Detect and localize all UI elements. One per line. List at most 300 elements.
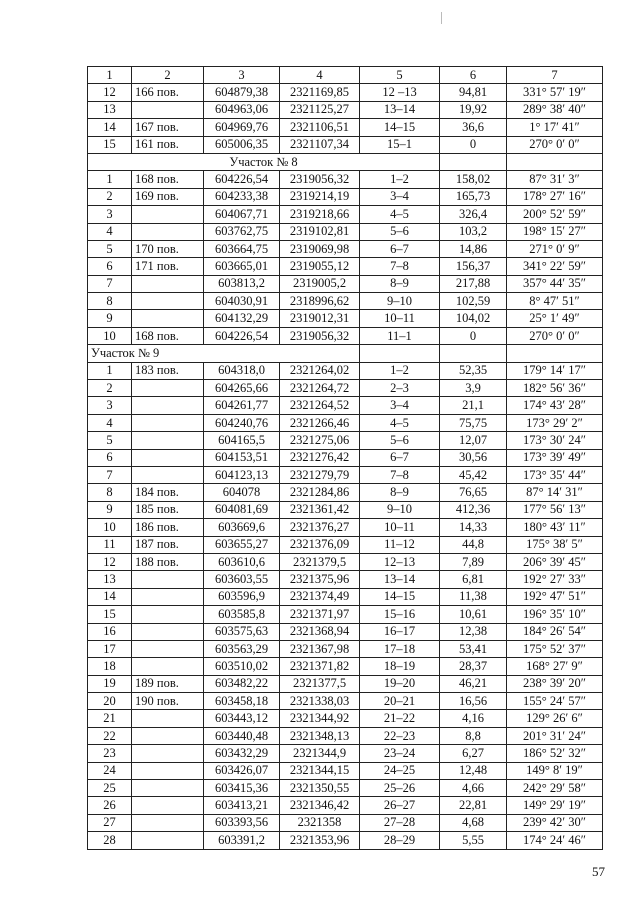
bearing-cell: 179° 14′ 17″ [507, 362, 603, 379]
point-number-cell: 17 [88, 640, 132, 657]
bearing-cell: 177° 56′ 13″ [507, 501, 603, 518]
length-cell: 7,89 [440, 553, 507, 570]
point-number-cell: 5 [88, 240, 132, 257]
point-number-cell: 12 [88, 84, 132, 101]
table-row [88, 606, 603, 623]
marker-cell: 186 пов. [132, 519, 204, 536]
empty-cell [507, 345, 603, 362]
length-cell: 19,92 [440, 101, 507, 118]
bearing-cell: 173° 29′ 2″ [507, 414, 603, 431]
bearing-cell: 87° 14′ 31″ [507, 484, 603, 501]
table-row [88, 832, 603, 849]
point-number-cell: 14 [88, 588, 132, 605]
marker-cell [132, 571, 204, 588]
bearing-cell: 192° 27′ 33″ [507, 571, 603, 588]
x-coordinate-cell: 603665,01 [204, 258, 280, 275]
point-number-cell: 14 [88, 119, 132, 136]
y-coordinate-cell: 2321279,79 [280, 466, 360, 483]
length-cell: 94,81 [440, 84, 507, 101]
length-cell: 158,02 [440, 171, 507, 188]
bearing-cell: 8° 47′ 51″ [507, 293, 603, 310]
point-number-cell: 3 [88, 206, 132, 223]
segment-cell: 4–5 [360, 414, 440, 431]
point-number-cell: 15 [88, 606, 132, 623]
point-number-cell: 5 [88, 432, 132, 449]
y-coordinate-cell: 2321371,97 [280, 606, 360, 623]
point-number-cell: 19 [88, 675, 132, 692]
x-coordinate-cell: 603563,29 [204, 640, 280, 657]
y-coordinate-cell: 2321125,27 [280, 101, 360, 118]
marker-cell [132, 832, 204, 849]
point-number-cell: 2 [88, 380, 132, 397]
y-coordinate-cell: 2321344,15 [280, 762, 360, 779]
x-coordinate-cell: 604265,66 [204, 380, 280, 397]
marker-cell [132, 640, 204, 657]
point-number-cell: 4 [88, 223, 132, 240]
header-cell: 6 [440, 67, 507, 84]
length-cell: 103,2 [440, 223, 507, 240]
marker-cell [132, 814, 204, 831]
x-coordinate-cell: 603432,29 [204, 745, 280, 762]
point-number-cell: 18 [88, 658, 132, 675]
marker-cell: 185 пов. [132, 501, 204, 518]
segment-cell: 6–7 [360, 449, 440, 466]
point-number-cell: 6 [88, 258, 132, 275]
length-cell: 36,6 [440, 119, 507, 136]
length-cell: 28,37 [440, 658, 507, 675]
y-coordinate-cell: 2321379,5 [280, 553, 360, 570]
x-coordinate-cell: 603440,48 [204, 727, 280, 744]
y-coordinate-cell: 2321264,72 [280, 380, 360, 397]
length-cell: 12,48 [440, 762, 507, 779]
segment-cell: 1–2 [360, 362, 440, 379]
bearing-cell: 149° 8′ 19″ [507, 762, 603, 779]
length-cell: 0 [440, 136, 507, 153]
point-number-cell: 16 [88, 623, 132, 640]
length-cell: 53,41 [440, 640, 507, 657]
segment-cell: 16–17 [360, 623, 440, 640]
point-number-cell: 1 [88, 171, 132, 188]
length-cell: 5,55 [440, 832, 507, 849]
y-coordinate-cell: 2319005,2 [280, 275, 360, 292]
x-coordinate-cell: 603813,2 [204, 275, 280, 292]
point-number-cell: 8 [88, 293, 132, 310]
segment-cell: 14–15 [360, 588, 440, 605]
marker-cell: 161 пов. [132, 136, 204, 153]
empty-cell [440, 153, 507, 170]
x-coordinate-cell: 603391,2 [204, 832, 280, 849]
marker-cell: 188 пов. [132, 553, 204, 570]
segment-cell: 5–6 [360, 223, 440, 240]
table-row [88, 171, 603, 188]
bearing-cell: 175° 52′ 37″ [507, 640, 603, 657]
point-number-cell: 15 [88, 136, 132, 153]
point-number-cell: 22 [88, 727, 132, 744]
empty-cell [507, 153, 603, 170]
table-row [88, 275, 603, 292]
segment-cell: 20–21 [360, 693, 440, 710]
table-row [88, 101, 603, 118]
segment-cell: 13–14 [360, 101, 440, 118]
x-coordinate-cell: 603669,6 [204, 519, 280, 536]
length-cell: 217,88 [440, 275, 507, 292]
length-cell: 6,81 [440, 571, 507, 588]
y-coordinate-cell: 2321358 [280, 814, 360, 831]
table-row [88, 727, 603, 744]
bearing-cell: 174° 24′ 46″ [507, 832, 603, 849]
marker-cell: 183 пов. [132, 362, 204, 379]
point-number-cell: 13 [88, 101, 132, 118]
page-number: 57 [592, 864, 605, 879]
marker-cell: 190 пов. [132, 693, 204, 710]
x-coordinate-cell: 603596,9 [204, 588, 280, 605]
y-coordinate-cell: 2321348,13 [280, 727, 360, 744]
length-cell: 412,36 [440, 501, 507, 518]
bearing-cell: 196° 35′ 10″ [507, 606, 603, 623]
segment-cell: 14–15 [360, 119, 440, 136]
bearing-cell: 270° 0′ 0″ [507, 136, 603, 153]
segment-cell: 24–25 [360, 762, 440, 779]
segment-cell: 4–5 [360, 206, 440, 223]
header-cell: 5 [360, 67, 440, 84]
point-number-cell: 3 [88, 397, 132, 414]
segment-cell: 11–12 [360, 536, 440, 553]
x-coordinate-cell: 604261,77 [204, 397, 280, 414]
x-coordinate-cell: 604081,69 [204, 501, 280, 518]
table-row [88, 136, 603, 153]
segment-cell: 15–1 [360, 136, 440, 153]
point-number-cell: 26 [88, 797, 132, 814]
segment-cell: 8–9 [360, 484, 440, 501]
x-coordinate-cell: 603762,75 [204, 223, 280, 240]
segment-cell: 1–2 [360, 171, 440, 188]
x-coordinate-cell: 604078 [204, 484, 280, 501]
section-title: Участок № 9 [88, 345, 360, 362]
bearing-cell: 357° 44′ 35″ [507, 275, 603, 292]
point-number-cell: 9 [88, 310, 132, 327]
x-coordinate-cell: 605006,35 [204, 136, 280, 153]
table-row [88, 240, 603, 257]
marker-cell: 169 пов. [132, 188, 204, 205]
x-coordinate-cell: 603443,12 [204, 710, 280, 727]
segment-cell: 2–3 [360, 380, 440, 397]
x-coordinate-cell: 603585,8 [204, 606, 280, 623]
scan-mark [441, 12, 442, 24]
point-number-cell: 25 [88, 780, 132, 797]
section-row [88, 153, 603, 170]
y-coordinate-cell: 2321371,82 [280, 658, 360, 675]
marker-cell [132, 101, 204, 118]
length-cell: 45,42 [440, 466, 507, 483]
x-coordinate-cell: 603603,55 [204, 571, 280, 588]
x-coordinate-cell: 603413,21 [204, 797, 280, 814]
length-cell: 75,75 [440, 414, 507, 431]
bearing-cell: 206° 39′ 45″ [507, 553, 603, 570]
y-coordinate-cell: 2319214,19 [280, 188, 360, 205]
table-row [88, 814, 603, 831]
x-coordinate-cell: 604132,29 [204, 310, 280, 327]
marker-cell: 170 пов. [132, 240, 204, 257]
point-number-cell: 12 [88, 553, 132, 570]
marker-cell [132, 310, 204, 327]
length-cell: 4,66 [440, 780, 507, 797]
marker-cell [132, 432, 204, 449]
length-cell: 21,1 [440, 397, 507, 414]
table-row [88, 327, 603, 344]
x-coordinate-cell: 603482,22 [204, 675, 280, 692]
x-coordinate-cell: 603664,75 [204, 240, 280, 257]
x-coordinate-cell: 604879,38 [204, 84, 280, 101]
bearing-cell: 25° 1′ 49″ [507, 310, 603, 327]
point-number-cell: 24 [88, 762, 132, 779]
table-row [88, 449, 603, 466]
segment-cell: 7–8 [360, 466, 440, 483]
y-coordinate-cell: 2321107,34 [280, 136, 360, 153]
header-cell: 2 [132, 67, 204, 84]
table-row [88, 519, 603, 536]
table-row [88, 640, 603, 657]
y-coordinate-cell: 2319056,32 [280, 171, 360, 188]
segment-cell: 10–11 [360, 519, 440, 536]
marker-cell [132, 797, 204, 814]
marker-cell: 171 пов. [132, 258, 204, 275]
y-coordinate-cell: 2321169,85 [280, 84, 360, 101]
segment-cell: 3–4 [360, 188, 440, 205]
bearing-cell: 168° 27′ 9″ [507, 658, 603, 675]
y-coordinate-cell: 2319012,31 [280, 310, 360, 327]
empty-cell [440, 345, 507, 362]
table-header-row [88, 67, 603, 84]
point-number-cell: 7 [88, 466, 132, 483]
bearing-cell: 184° 26′ 54″ [507, 623, 603, 640]
table-row [88, 675, 603, 692]
y-coordinate-cell: 2319069,98 [280, 240, 360, 257]
y-coordinate-cell: 2321344,9 [280, 745, 360, 762]
point-number-cell: 6 [88, 449, 132, 466]
marker-cell [132, 606, 204, 623]
table-row [88, 310, 603, 327]
table-row [88, 693, 603, 710]
x-coordinate-cell: 604969,76 [204, 119, 280, 136]
marker-cell: 168 пов. [132, 171, 204, 188]
bearing-cell: 87° 31′ 3″ [507, 171, 603, 188]
table-row [88, 397, 603, 414]
point-number-cell: 20 [88, 693, 132, 710]
segment-cell: 7–8 [360, 258, 440, 275]
segment-cell: 11–1 [360, 327, 440, 344]
table-row [88, 623, 603, 640]
y-coordinate-cell: 2321368,94 [280, 623, 360, 640]
marker-cell [132, 623, 204, 640]
marker-cell [132, 588, 204, 605]
x-coordinate-cell: 604165,5 [204, 432, 280, 449]
segment-cell: 28–29 [360, 832, 440, 849]
point-number-cell: 1 [88, 362, 132, 379]
bearing-cell: 289° 38′ 40″ [507, 101, 603, 118]
x-coordinate-cell: 604240,76 [204, 414, 280, 431]
segment-cell: 26–27 [360, 797, 440, 814]
y-coordinate-cell: 2321346,42 [280, 797, 360, 814]
bearing-cell: 239° 42′ 30″ [507, 814, 603, 831]
y-coordinate-cell: 2321375,96 [280, 571, 360, 588]
y-coordinate-cell: 2321106,51 [280, 119, 360, 136]
table-row [88, 780, 603, 797]
marker-cell [132, 414, 204, 431]
segment-cell: 13–14 [360, 571, 440, 588]
point-number-cell: 10 [88, 519, 132, 536]
x-coordinate-cell: 603426,07 [204, 762, 280, 779]
segment-cell: 6–7 [360, 240, 440, 257]
length-cell: 76,65 [440, 484, 507, 501]
y-coordinate-cell: 2321376,09 [280, 536, 360, 553]
bearing-cell: 173° 39′ 49″ [507, 449, 603, 466]
segment-cell: 10–11 [360, 310, 440, 327]
table-row [88, 466, 603, 483]
y-coordinate-cell: 2319102,81 [280, 223, 360, 240]
y-coordinate-cell: 2321264,52 [280, 397, 360, 414]
length-cell: 22,81 [440, 797, 507, 814]
marker-cell: 168 пов. [132, 327, 204, 344]
bearing-cell: 242° 29′ 58″ [507, 780, 603, 797]
y-coordinate-cell: 2318996,62 [280, 293, 360, 310]
marker-cell: 189 пов. [132, 675, 204, 692]
marker-cell [132, 397, 204, 414]
segment-cell: 19–20 [360, 675, 440, 692]
x-coordinate-cell: 604067,71 [204, 206, 280, 223]
bearing-cell: 270° 0′ 0″ [507, 327, 603, 344]
marker-cell [132, 780, 204, 797]
x-coordinate-cell: 604030,91 [204, 293, 280, 310]
x-coordinate-cell: 603415,36 [204, 780, 280, 797]
marker-cell [132, 223, 204, 240]
table-row [88, 362, 603, 379]
marker-cell [132, 466, 204, 483]
length-cell: 14,86 [440, 240, 507, 257]
marker-cell: 184 пов. [132, 484, 204, 501]
marker-cell [132, 762, 204, 779]
bearing-cell: 182° 56′ 36″ [507, 380, 603, 397]
segment-cell: 9–10 [360, 501, 440, 518]
bearing-cell: 271° 0′ 9″ [507, 240, 603, 257]
table-row [88, 258, 603, 275]
marker-cell [132, 745, 204, 762]
bearing-cell: 341° 22′ 59″ [507, 258, 603, 275]
length-cell: 30,56 [440, 449, 507, 466]
bearing-cell: 198° 15′ 27″ [507, 223, 603, 240]
table-row [88, 658, 603, 675]
point-number-cell: 9 [88, 501, 132, 518]
bearing-cell: 149° 29′ 19″ [507, 797, 603, 814]
x-coordinate-cell: 603393,56 [204, 814, 280, 831]
marker-cell [132, 658, 204, 675]
segment-cell: 21–22 [360, 710, 440, 727]
x-coordinate-cell: 603655,27 [204, 536, 280, 553]
table-row [88, 501, 603, 518]
length-cell: 3,9 [440, 380, 507, 397]
bearing-cell: 1° 17′ 41″ [507, 119, 603, 136]
x-coordinate-cell: 604123,13 [204, 466, 280, 483]
header-cell: 7 [507, 67, 603, 84]
length-cell: 10,61 [440, 606, 507, 623]
x-coordinate-cell: 603575,63 [204, 623, 280, 640]
length-cell: 326,4 [440, 206, 507, 223]
length-cell: 12,38 [440, 623, 507, 640]
y-coordinate-cell: 2319056,32 [280, 327, 360, 344]
table-body [88, 67, 603, 850]
bearing-cell: 331° 57′ 19″ [507, 84, 603, 101]
header-cell: 1 [88, 67, 132, 84]
y-coordinate-cell: 2321353,96 [280, 832, 360, 849]
length-cell: 104,02 [440, 310, 507, 327]
bearing-cell: 175° 38′ 5″ [507, 536, 603, 553]
bearing-cell: 200° 52′ 59″ [507, 206, 603, 223]
x-coordinate-cell: 604318,0 [204, 362, 280, 379]
point-number-cell: 10 [88, 327, 132, 344]
bearing-cell: 129° 26′ 6″ [507, 710, 603, 727]
table-row [88, 797, 603, 814]
marker-cell [132, 380, 204, 397]
segment-cell: 3–4 [360, 397, 440, 414]
point-number-cell: 27 [88, 814, 132, 831]
x-coordinate-cell: 603610,6 [204, 553, 280, 570]
section-title: Участок № 8 [88, 153, 440, 170]
marker-cell [132, 727, 204, 744]
length-cell: 11,38 [440, 588, 507, 605]
y-coordinate-cell: 2321361,42 [280, 501, 360, 518]
table-row [88, 484, 603, 501]
bearing-cell: 201° 31′ 24″ [507, 727, 603, 744]
y-coordinate-cell: 2321377,5 [280, 675, 360, 692]
point-number-cell: 13 [88, 571, 132, 588]
bearing-cell: 238° 39′ 20″ [507, 675, 603, 692]
length-cell: 156,37 [440, 258, 507, 275]
y-coordinate-cell: 2321376,27 [280, 519, 360, 536]
point-number-cell: 8 [88, 484, 132, 501]
marker-cell [132, 449, 204, 466]
segment-cell: 18–19 [360, 658, 440, 675]
coordinates-table [87, 66, 603, 850]
header-cell: 3 [204, 67, 280, 84]
length-cell: 52,35 [440, 362, 507, 379]
empty-cell [360, 345, 440, 362]
marker-cell: 187 пов. [132, 536, 204, 553]
table-row [88, 571, 603, 588]
point-number-cell: 21 [88, 710, 132, 727]
segment-cell: 23–24 [360, 745, 440, 762]
y-coordinate-cell: 2319055,12 [280, 258, 360, 275]
segment-cell: 22–23 [360, 727, 440, 744]
segment-cell: 27–28 [360, 814, 440, 831]
point-number-cell: 7 [88, 275, 132, 292]
length-cell: 46,21 [440, 675, 507, 692]
bearing-cell: 174° 43′ 28″ [507, 397, 603, 414]
length-cell: 0 [440, 327, 507, 344]
bearing-cell: 192° 47′ 51″ [507, 588, 603, 605]
y-coordinate-cell: 2321275,06 [280, 432, 360, 449]
table-row [88, 119, 603, 136]
bearing-cell: 178° 27′ 16″ [507, 188, 603, 205]
table-row [88, 432, 603, 449]
x-coordinate-cell: 604226,54 [204, 171, 280, 188]
table-row [88, 206, 603, 223]
x-coordinate-cell: 604226,54 [204, 327, 280, 344]
segment-cell: 5–6 [360, 432, 440, 449]
table-row [88, 188, 603, 205]
marker-cell [132, 710, 204, 727]
table-row [88, 588, 603, 605]
length-cell: 6,27 [440, 745, 507, 762]
length-cell: 12,07 [440, 432, 507, 449]
